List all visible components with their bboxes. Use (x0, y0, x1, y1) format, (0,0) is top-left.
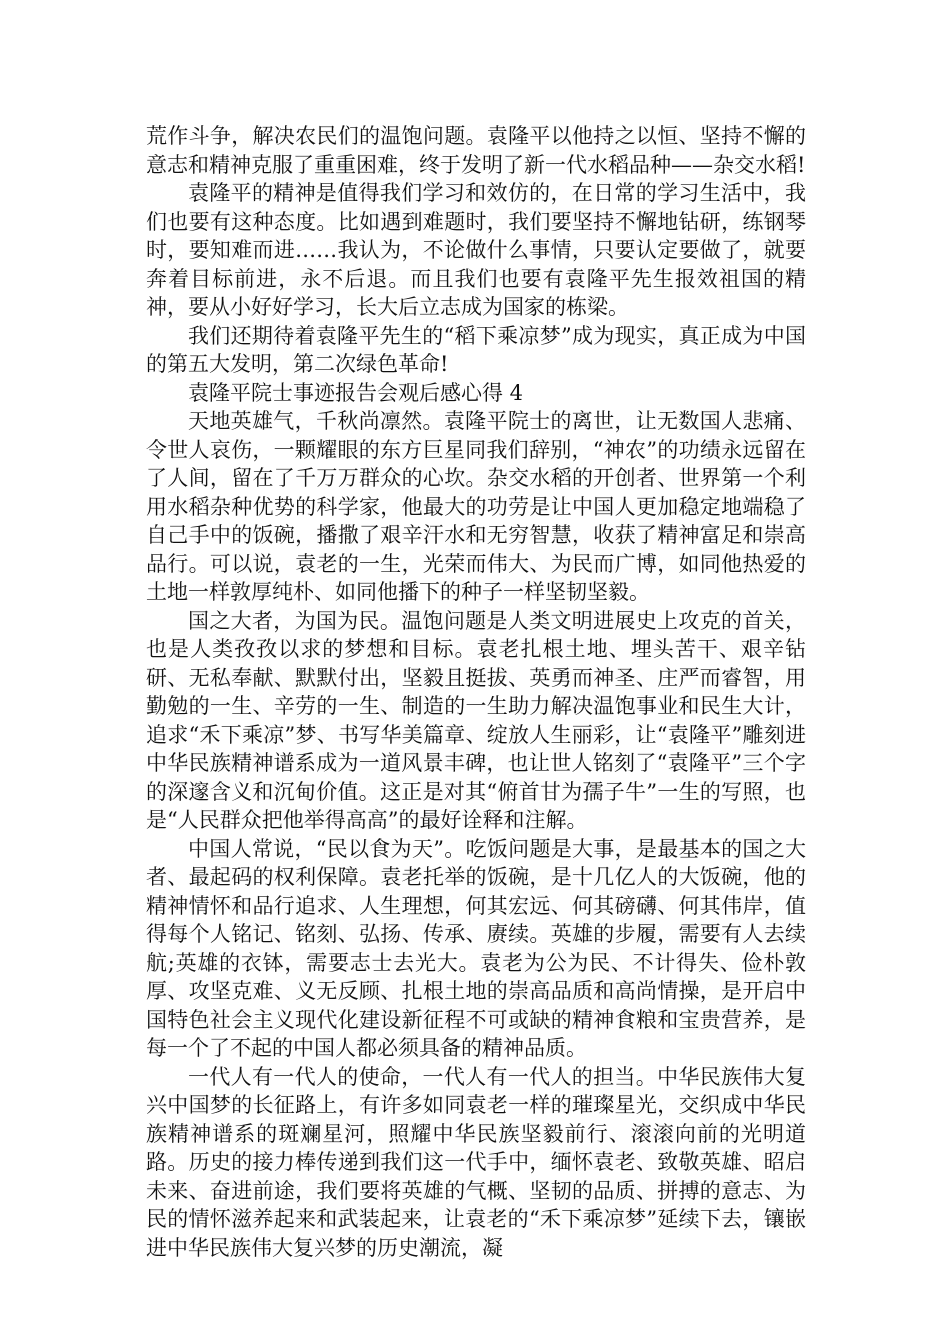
paragraph-national-affairs: 国之大者，为国为民。温饱问题是人类文明进展史上攻克的首关，也是人类孜孜以求的梦想和目标。袁老扎根土地、埋头苦干、艰辛钻研、无私奉献、默默付出，坚毅且挺拔、英勇而神圣、庄严而睿智，用勤勉的一生、辛劳的一生、制造的一生助力解决温饱事业和民生大计，追求“禾下乘凉”梦、书写华美篇章、绽放人生丽彩，让“袁隆平”雕刻进中华民族精神谱系成为一道风景丰碑，也让世人铭刻了“袁隆平”三个字的深邃含义和沉甸价值。这正是对其“俯首甘为孺子牛”一生的写照，也是“人民群众把他举得高高”的最好诠释和注解。 (146, 608, 806, 832)
paragraph-generation-mission: 一代人有一代人的使命，一代人有一代人的担当。中华民族伟大复兴中国梦的长征路上，有许多如同袁老一样的璀璨星光，交织成中华民族精神谱系的斑斓星河，照耀中华民族坚毅前行、滚滚向前的光明道路。历史的接力棒传递到我们这一代手中，缅怀袁老、致敬英雄、昭启未来、奋进前途，我们要将英雄的气概、坚韧的品质、拼搏的意志、为民的情怀滋养起来和武装起来，让袁老的“禾下乘凉梦”延续下去，镶嵌进中华民族伟大复兴梦的历史潮流，凝 (146, 1064, 806, 1260)
paragraph-hero-spirit: 天地英雄气，千秋尚凛然。袁隆平院士的离世，让无数国人悲痛、令世人哀伤，一颗耀眼的东方巨星同我们辞别，“神农”的功绩永远留在了人间，留在了千万万群众的心坎。杂交水稻的开创者、世界第一个利用水稻杂种优势的科学家，他最大的功劳是让中国人更加稳定地端稳了自己手中的饭碗，播撒了艰辛汗水和无穷智慧，收获了精神富足和崇高品行。可以说，袁老的一生，光荣而伟大、为民而广博，如同他热爱的土地一样敦厚纯朴、如同他播下的种子一样坚韧坚毅。 (146, 409, 806, 604)
paragraph-expectation: 我们还期待着袁隆平先生的“稻下乘凉梦”成为现实，真正成为中国的第五大发明，第二次绿色革命! (146, 323, 806, 376)
section-heading: 袁隆平院士事迹报告会观后感心得 4 (188, 380, 524, 405)
paragraph-food-first: 中国人常说，“民以食为天”。吃饭问题是大事，是最基本的国之大者、最起码的权利保障。袁老托举的饭碗，是十几亿人的大饭碗，他的精神情怀和品行追求、人生理想，何其宏远、何其磅礴、何其伟岸，值得每个人铭记、铭刻、弘扬、传承、赓续。英雄的步履，需要有人去续航;英雄的衣钵，需要志士去光大。袁老为公为民、不计得失、俭朴敦厚、攻坚克难、义无反顾、扎根土地的崇高品质和高尚情操，是开启中国特色社会主义现代化建设新征程不可或缺的精神食粮和宝贵营养，是每一个了不起的中国人都必须具备的精神品质。 (146, 836, 806, 1060)
paragraph-continued: 荒作斗争，解决农民们的温饱问题。袁隆平以他持之以恒、坚持不懈的意志和精神克服了重重困难，终于发明了新一代水稻品种——杂交水稻! (146, 124, 806, 177)
document-page (146, 122, 806, 1262)
paragraph-yuan-spirit: 袁隆平的精神是值得我们学习和效仿的，在日常的学习生活中，我们也要有这种态度。比如遇到难题时，我们要坚持不懈地钻研，练钢琴时，要知难而进……我认为，不论做什么事情，只要认定要做了，就要奔着目标前进，永不后退。而且我们也要有袁隆平先生报效祖国的精神，要从小好好学习，长大后立志成为国家的栋梁。 (146, 181, 806, 319)
